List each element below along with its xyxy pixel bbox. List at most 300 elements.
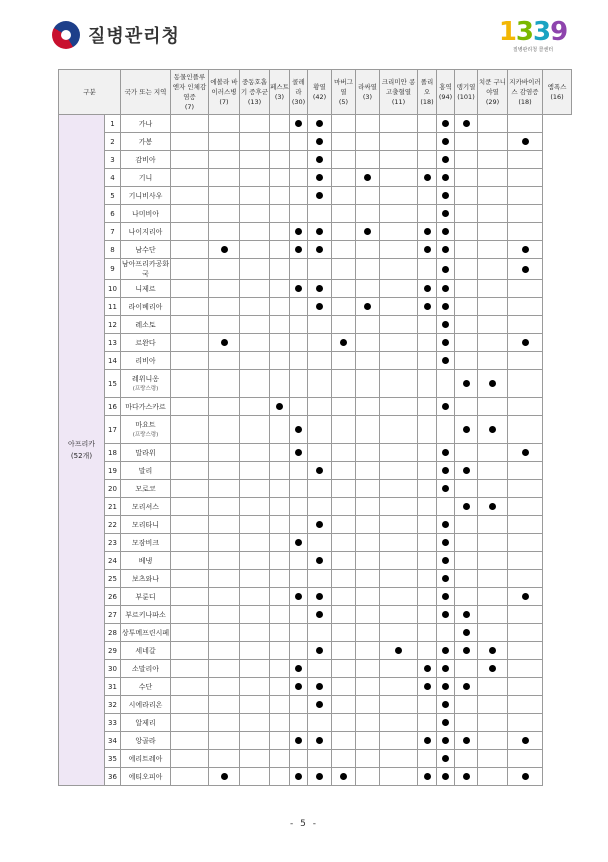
occurrence-dot-icon — [522, 773, 529, 780]
disease-cell — [332, 732, 356, 750]
disease-cell — [437, 298, 455, 316]
disease-cell — [240, 151, 270, 169]
column-header — [455, 70, 478, 115]
row-number: 29 — [105, 642, 121, 660]
disease-cell — [478, 169, 508, 187]
hotline-logo — [498, 19, 568, 53]
disease-cell — [290, 642, 308, 660]
disease-cell — [240, 316, 270, 334]
disease-cell — [356, 298, 380, 316]
disease-cell — [308, 398, 332, 416]
country-name: 모잠비크 — [131, 538, 160, 547]
disease-cell — [209, 714, 240, 732]
page-header — [0, 0, 608, 62]
disease-cell — [478, 298, 508, 316]
row-number: 5 — [105, 187, 121, 205]
country-cell — [121, 498, 171, 516]
column-header — [332, 70, 356, 115]
country-name: 시에라리온 — [128, 700, 163, 709]
country-name: 에티오피아 — [128, 772, 163, 781]
disease-cell — [478, 588, 508, 606]
disease-cell — [171, 398, 209, 416]
disease-cell — [437, 416, 455, 444]
disease-cell — [380, 205, 418, 223]
occurrence-dot-icon — [442, 403, 449, 410]
occurrence-dot-icon — [316, 593, 323, 600]
disease-cell — [290, 352, 308, 370]
occurrence-dot-icon — [489, 426, 496, 433]
country-name: 르완다 — [135, 338, 156, 347]
column-header — [437, 70, 455, 115]
country-name: 부룬디 — [135, 592, 156, 601]
disease-cell — [455, 259, 478, 280]
disease-cell — [380, 678, 418, 696]
disease-cell — [437, 370, 455, 398]
disease-cell — [508, 678, 543, 696]
disease-cell — [171, 624, 209, 642]
disease-cell — [380, 370, 418, 398]
disease-cell — [356, 588, 380, 606]
table-row — [59, 498, 572, 516]
disease-cell — [240, 334, 270, 352]
country-name: 리비아 — [135, 356, 156, 365]
disease-cell — [209, 259, 240, 280]
disease-cell — [308, 280, 332, 298]
occurrence-dot-icon — [442, 339, 449, 346]
column-header-count: (3) — [362, 93, 373, 101]
disease-cell — [380, 552, 418, 570]
occurrence-dot-icon — [442, 120, 449, 127]
disease-cell — [332, 552, 356, 570]
disease-cell — [380, 398, 418, 416]
disease-cell — [418, 516, 437, 534]
occurrence-dot-icon — [442, 773, 449, 780]
disease-cell — [380, 570, 418, 588]
disease-cell — [356, 151, 380, 169]
row-number: 4 — [105, 169, 121, 187]
disease-cell — [270, 223, 290, 241]
occurrence-dot-icon — [522, 593, 529, 600]
disease-cell — [308, 133, 332, 151]
disease-cell — [308, 534, 332, 552]
disease-cell — [508, 352, 543, 370]
disease-cell — [240, 642, 270, 660]
row-number: 14 — [105, 352, 121, 370]
disease-cell — [418, 298, 437, 316]
disease-cell — [478, 115, 508, 133]
column-header-label: 폴리오 — [420, 78, 434, 96]
occurrence-dot-icon — [316, 303, 323, 310]
disease-cell — [508, 750, 543, 768]
disease-cell — [437, 642, 455, 660]
occurrence-dot-icon — [463, 683, 470, 690]
disease-cell — [356, 205, 380, 223]
disease-cell — [508, 223, 543, 241]
country-cell — [121, 588, 171, 606]
disease-cell — [171, 352, 209, 370]
row-number: 35 — [105, 750, 121, 768]
occurrence-dot-icon — [295, 773, 302, 780]
disease-cell — [270, 334, 290, 352]
row-number: 36 — [105, 768, 121, 786]
table-row — [59, 714, 572, 732]
occurrence-dot-icon — [364, 174, 371, 181]
table-row — [59, 588, 572, 606]
disease-cell — [290, 570, 308, 588]
disease-cell — [418, 334, 437, 352]
country-name: 수단 — [138, 682, 153, 691]
disease-cell — [332, 696, 356, 714]
country-cell — [121, 606, 171, 624]
disease-cell — [437, 334, 455, 352]
disease-cell — [437, 696, 455, 714]
occurrence-dot-icon — [424, 665, 431, 672]
disease-cell — [356, 169, 380, 187]
occurrence-dot-icon — [424, 285, 431, 292]
disease-cell — [308, 334, 332, 352]
disease-cell — [290, 133, 308, 151]
disease-cell — [240, 462, 270, 480]
row-number: 17 — [105, 416, 121, 444]
occurrence-dot-icon — [295, 665, 302, 672]
occurrence-dot-icon — [295, 228, 302, 235]
country-cell — [121, 750, 171, 768]
occurrence-dot-icon — [442, 665, 449, 672]
occurrence-dot-icon — [295, 246, 302, 253]
disease-cell — [478, 416, 508, 444]
disease-cell — [290, 169, 308, 187]
disease-cell — [437, 205, 455, 223]
disease-cell — [171, 241, 209, 259]
disease-cell — [478, 624, 508, 642]
disease-cell — [171, 696, 209, 714]
row-number: 32 — [105, 696, 121, 714]
disease-cell — [290, 498, 308, 516]
disease-cell — [437, 151, 455, 169]
disease-cell — [308, 570, 332, 588]
disease-cell — [508, 298, 543, 316]
country-cell — [121, 678, 171, 696]
country-name: 기니비사우 — [128, 191, 163, 200]
disease-cell — [240, 480, 270, 498]
country-cell — [121, 714, 171, 732]
disease-cell — [209, 205, 240, 223]
disease-cell — [437, 534, 455, 552]
disease-cell — [308, 714, 332, 732]
table-row — [59, 187, 572, 205]
disease-cell — [437, 732, 455, 750]
column-header — [508, 70, 543, 115]
occurrence-dot-icon — [316, 467, 323, 474]
disease-cell — [478, 750, 508, 768]
disease-cell — [209, 133, 240, 151]
disease-cell — [508, 151, 543, 169]
disease-cell — [209, 480, 240, 498]
disease-cell — [209, 115, 240, 133]
disease-cell — [508, 370, 543, 398]
disease-cell — [418, 678, 437, 696]
country-name: 나미비아 — [131, 209, 160, 218]
disease-cell — [270, 151, 290, 169]
disease-cell — [478, 259, 508, 280]
disease-cell — [240, 370, 270, 398]
disease-cell — [171, 660, 209, 678]
column-header-count: (18) — [420, 98, 434, 106]
disease-cell — [418, 768, 437, 786]
disease-cell — [240, 750, 270, 768]
occurrence-dot-icon — [463, 467, 470, 474]
disease-cell — [171, 334, 209, 352]
disease-cell — [508, 259, 543, 280]
disease-cell — [418, 570, 437, 588]
disease-cell — [308, 768, 332, 786]
disease-cell — [478, 223, 508, 241]
country-cell — [121, 115, 171, 133]
row-number: 34 — [105, 732, 121, 750]
disease-cell — [418, 732, 437, 750]
disease-cell — [380, 606, 418, 624]
disease-cell — [290, 588, 308, 606]
disease-cell — [209, 416, 240, 444]
disease-cell — [437, 750, 455, 768]
disease-cell — [308, 444, 332, 462]
disease-cell — [478, 205, 508, 223]
occurrence-dot-icon — [221, 773, 228, 780]
disease-cell — [418, 133, 437, 151]
disease-cell — [240, 660, 270, 678]
country-name: 부르키나파소 — [125, 610, 166, 619]
disease-cell — [455, 624, 478, 642]
disease-cell — [508, 398, 543, 416]
disease-cell — [380, 133, 418, 151]
row-number: 24 — [105, 552, 121, 570]
occurrence-dot-icon — [522, 339, 529, 346]
occurrence-dot-icon — [442, 683, 449, 690]
occurrence-dot-icon — [424, 683, 431, 690]
disease-cell — [418, 316, 437, 334]
disease-cell — [240, 187, 270, 205]
table-row — [59, 352, 572, 370]
disease-cell — [240, 352, 270, 370]
table-row — [59, 241, 572, 259]
row-number: 15 — [105, 370, 121, 398]
disease-cell — [418, 205, 437, 223]
occurrence-dot-icon — [316, 285, 323, 292]
disease-cell — [209, 732, 240, 750]
disease-cell — [332, 624, 356, 642]
occurrence-dot-icon — [295, 539, 302, 546]
disease-cell — [240, 552, 270, 570]
disease-cell — [437, 133, 455, 151]
disease-cell — [290, 316, 308, 334]
disease-cell — [508, 606, 543, 624]
disease-cell — [478, 516, 508, 534]
disease-cell — [308, 624, 332, 642]
region-count: (52개) — [70, 452, 93, 460]
disease-cell — [308, 370, 332, 398]
disease-cell — [356, 606, 380, 624]
disease-cell — [290, 750, 308, 768]
disease-cell — [270, 606, 290, 624]
disease-cell — [171, 678, 209, 696]
column-header-label: 라싸열 — [358, 83, 377, 91]
disease-cell — [290, 151, 308, 169]
disease-cell — [455, 444, 478, 462]
disease-cell — [240, 714, 270, 732]
disease-cell — [418, 370, 437, 398]
disease-cell — [290, 115, 308, 133]
country-cell — [121, 205, 171, 223]
disease-cell — [418, 498, 437, 516]
disease-cell — [270, 316, 290, 334]
disease-cell — [356, 444, 380, 462]
disease-cell — [332, 660, 356, 678]
occurrence-dot-icon — [442, 192, 449, 199]
occurrence-dot-icon — [221, 339, 228, 346]
country-name: 모로코 — [135, 484, 156, 493]
disease-cell — [332, 588, 356, 606]
disease-cell — [455, 115, 478, 133]
occurrence-dot-icon — [442, 575, 449, 582]
disease-cell — [209, 444, 240, 462]
occurrence-dot-icon — [463, 426, 470, 433]
disease-cell — [418, 606, 437, 624]
disease-cell — [418, 280, 437, 298]
disease-cell — [508, 416, 543, 444]
row-number: 19 — [105, 462, 121, 480]
column-header-label: 홍역 — [439, 83, 452, 91]
disease-cell — [508, 462, 543, 480]
occurrence-dot-icon — [295, 449, 302, 456]
occurrence-dot-icon — [442, 647, 449, 654]
disease-cell — [455, 187, 478, 205]
disease-cell — [418, 416, 437, 444]
column-header-label: 뎅기열 — [456, 83, 476, 91]
disease-cell — [332, 768, 356, 786]
occurrence-dot-icon — [424, 228, 431, 235]
disease-cell — [308, 498, 332, 516]
disease-cell — [380, 498, 418, 516]
disease-cell — [290, 398, 308, 416]
disease-cell — [380, 660, 418, 678]
country-cell — [121, 241, 171, 259]
disease-cell — [508, 714, 543, 732]
disease-cell — [380, 696, 418, 714]
disease-cell — [380, 714, 418, 732]
row-number: 2 — [105, 133, 121, 151]
disease-cell — [418, 444, 437, 462]
column-header — [209, 70, 240, 115]
row-number: 12 — [105, 316, 121, 334]
disease-cell — [380, 642, 418, 660]
disease-cell — [455, 642, 478, 660]
country-name: 니제르 — [135, 284, 156, 293]
country-cell — [121, 280, 171, 298]
disease-cell — [209, 352, 240, 370]
disease-cell — [171, 115, 209, 133]
disease-cell — [270, 660, 290, 678]
disease-cell — [171, 223, 209, 241]
country-name: 말라위 — [135, 448, 156, 457]
disease-cell — [209, 370, 240, 398]
disease-cell — [380, 416, 418, 444]
disease-cell — [356, 416, 380, 444]
table-row — [59, 750, 572, 768]
disease-cell — [240, 678, 270, 696]
disease-cell — [478, 280, 508, 298]
disease-cell — [209, 498, 240, 516]
disease-cell — [356, 768, 380, 786]
disease-cell — [356, 750, 380, 768]
column-header — [171, 70, 209, 115]
disease-cell — [356, 352, 380, 370]
disease-cell — [455, 205, 478, 223]
disease-cell — [209, 768, 240, 786]
country-cell — [121, 223, 171, 241]
table-row — [59, 516, 572, 534]
disease-cell — [437, 169, 455, 187]
disease-cell — [290, 298, 308, 316]
row-number: 11 — [105, 298, 121, 316]
disease-cell — [508, 280, 543, 298]
disease-cell — [290, 462, 308, 480]
disease-cell — [356, 678, 380, 696]
occurrence-dot-icon — [442, 593, 449, 600]
disease-cell — [171, 416, 209, 444]
disease-cell — [455, 678, 478, 696]
disease-cell — [380, 259, 418, 280]
disease-cell — [418, 241, 437, 259]
disease-cell — [380, 732, 418, 750]
region-cell — [59, 115, 105, 786]
country-note: (프랑스령) — [132, 385, 159, 392]
disease-cell — [437, 660, 455, 678]
table-row — [59, 334, 572, 352]
country-name: 남수단 — [135, 245, 156, 254]
disease-cell — [270, 570, 290, 588]
disease-cell — [437, 516, 455, 534]
occurrence-dot-icon — [316, 701, 323, 708]
disease-cell — [455, 370, 478, 398]
country-name: 마요트 — [135, 420, 156, 429]
disease-cell — [290, 444, 308, 462]
occurrence-dot-icon — [442, 701, 449, 708]
disease-cell — [455, 334, 478, 352]
row-number: 8 — [105, 241, 121, 259]
disease-cell — [171, 714, 209, 732]
row-number: 18 — [105, 444, 121, 462]
disease-cell — [478, 570, 508, 588]
disease-cell — [478, 462, 508, 480]
disease-cell — [437, 223, 455, 241]
occurrence-dot-icon — [442, 321, 449, 328]
disease-cell — [290, 370, 308, 398]
disease-cell — [478, 642, 508, 660]
disease-cell — [478, 768, 508, 786]
disease-cell — [332, 316, 356, 334]
disease-cell — [437, 570, 455, 588]
disease-cell — [356, 642, 380, 660]
disease-cell — [332, 205, 356, 223]
disease-cell — [437, 398, 455, 416]
disease-cell — [380, 151, 418, 169]
disease-cell — [508, 624, 543, 642]
disease-cell — [380, 241, 418, 259]
column-header — [308, 70, 332, 115]
disease-cell — [380, 750, 418, 768]
disease-cell — [290, 480, 308, 498]
disease-cell — [209, 624, 240, 642]
